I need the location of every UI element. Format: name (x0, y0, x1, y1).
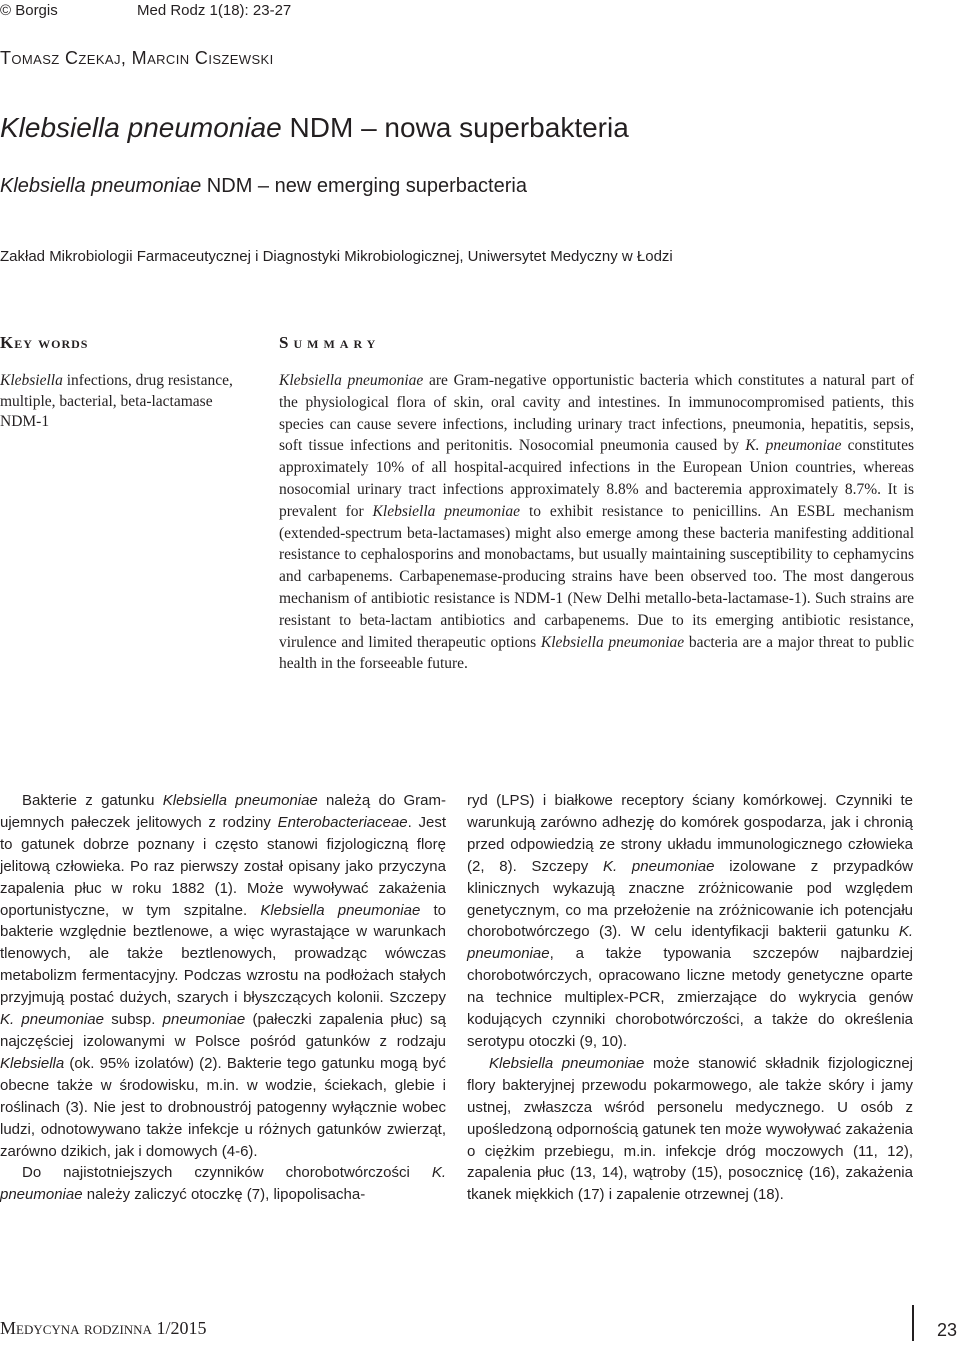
summary-s5: Klebsiella pneumoniae (372, 502, 521, 520)
summary-s6: to exhibit resistance to penicillins. An ESBL mechanism (extended-spectrum beta-lactamases) might also emerge among these bacteria manifesting additional resistance to cephalosporins and monobactams, but usually maintaining susceptibility to cephamycins and carbapenems. Carbapenemase-producing strains have been observed too. The most dangerous mechanism of antibiotic resistance is NDM-1 (New Delhi metallo-beta-lactamase-1). Such strains are resistant to beta-lactam antibiotics and carbapenems. Due to its emerging antibiotic resistance, virulence and limited therapeutic options (279, 502, 914, 651)
text-run: może stanowić składnik fizjologicznej flory bakteryjnej przewodu pokarmowego, ale także skóry i jamy ustnej, zwłaszcza wśród personelu medycznego. U osób z upośledzoną odpornością gatunek ten może wywoływać zakażenia o ciężkim przebiegu, m.in. infekcje dróg moczowych (11, 12), zapalenia płuc (13, 14), wątroby (15), posocznicę (16), zakażenia tkanek miękkich (17) i zapalenie otrzewnej (18). (467, 1054, 913, 1204)
title-en-species: Klebsiella pneumoniae (0, 175, 202, 197)
body-paragraph (467, 790, 913, 1053)
article-title-polish (0, 112, 629, 144)
italic-run: K. pneumoniae (0, 1164, 446, 1204)
text-run: izolowane z przypadków klinicznych wykazują znaczne zróżnicowanie pod względem genetycznym, co ma przełożenie na zróżnicowanie ich potencjału chorobotwórczego (3). W celu identyfikacji bakterii gatunku (467, 857, 914, 941)
italic-run: K. pneumoniae (0, 1011, 104, 1029)
body-column-right (467, 790, 913, 1206)
author-affiliation: Zakład Mikrobiologii Farmaceutycznej i Diagnostyki Mikrobiologicznej, Uniwersytet Medyczny w Łodzi (0, 248, 673, 265)
keywords-rest: infections, drug resistance, multiple, bacterial, beta-lactamase NDM-1 (0, 372, 233, 430)
footer-journal-name: Medycyna rodzinna 1/2015 (0, 1318, 207, 1338)
keywords-text (0, 371, 248, 433)
summary-s1: Klebsiella pneumoniae (279, 372, 424, 389)
summary-text (279, 370, 914, 675)
body-paragraph (0, 790, 446, 1162)
body-paragraph (0, 1162, 446, 1206)
summary-s3: K. pneumoniae (745, 437, 842, 455)
text-run: (pałeczki zapalenia płuc) są najczęściej izolowanymi w Polsce pośród gatunków z rodzaju (0, 1011, 446, 1050)
keywords-species: Klebsiella (0, 372, 63, 389)
footer-divider (912, 1305, 914, 1341)
journal-reference: Med Rodz 1(18): 23-27 (137, 2, 292, 19)
text-run: ryd (LPS) i białkowe receptory ściany komórkowej. Czynniki te warunkują zarówno adhezję do komórek gospodarza, jak i chronią przed odpowiedzią ze strony układu immunologicznego człowieka (2, 8). Szczepy (467, 792, 913, 875)
article-authors: Tomasz Czekaj, Marcin Ciszewski (0, 48, 274, 68)
text-run: subsp. (103, 1011, 163, 1029)
body-column-left (0, 790, 446, 1206)
title-pl-species: Klebsiella pneumoniae (0, 112, 282, 143)
summary-heading: Summary (279, 333, 381, 352)
italic-run: Klebsiella pneumoniae (489, 1054, 645, 1072)
italic-run: Klebsiella pneumoniae (162, 792, 318, 809)
italic-run: Klebsiella pneumoniae (260, 901, 421, 919)
text-run: . Jest to gatunek dobrze poznany i często stanowi fizjologiczną florę jelitową człowieka. Po raz pierwszy został opisany jako przyczyna zapalenia płuc w roku 1882 (1). Może wywoływać zakażenia oportunistyczne, w tym szpitalne. (0, 813, 446, 919)
keywords-heading: Key words (0, 333, 89, 352)
page-number: 23 (937, 1320, 958, 1340)
italic-run: Enterobacteriaceae (277, 813, 408, 831)
italic-run: Klebsiella (0, 1054, 65, 1072)
text-run: Bakterie z gatunku (22, 792, 163, 809)
italic-run: K. pneumoniae (602, 857, 715, 875)
italic-run: K. pneumoniae (467, 923, 913, 963)
body-paragraph (467, 1053, 913, 1206)
text-run: (ok. 95% izolatów) (2). Bakterie tego gatunku mogą być obecne także w środowisku, m.in. w wodzie, ściekach, glebie i roślinach (3). Nie jest to drobnoustrój patogenny wyłącznie wobec ludzi, odnotowywano także infekcje u różnych gatunków zwierząt, zarówno dzikich, jak i domowych (4-6). (0, 1054, 446, 1160)
summary-s7: Klebsiella pneumoniae (540, 633, 685, 651)
text-run: , a także typowania szczepów najbardziej chorobotwórczych, opracowano liczne metody genetyczne oparte na technice multiplex-PCR, zmierzające do wykrycia genów kodujących czynniki chorobotwórczości, a także do określenia serotypu otoczki (9, 10). (467, 945, 913, 1050)
italic-run: pneumoniae (162, 1011, 246, 1029)
text-run: to bakterie względnie beztlenowe, a więc wyrastające w warunkach tlenowych, ale także beztlenowych, prowadząc wówczas metabolizm fermentacyjny. Podczas wzrostu na podłożach stałych przyjmują postać dużych, szarych i błyszczących kolonii. Szczepy (0, 901, 447, 1007)
copyright-notice: © Borgis (0, 2, 58, 19)
summary-s4: constitutes approximately 10% of all hospital-acquired infections in the European Union countries, whereas nosocomial urinary tract infections approximately 8.8% and bacteremia approximately 8.7%. It is prevalent for (279, 437, 914, 520)
summary-s2: are Gram-negative opportunistic bacteria which constitutes a natural part of the physiological flora of skin, oral cavity and intestines. In immunocompromised patients, this species can cause severe infections, including urinary tract infections, pneumonia, hepatitis, sepsis, soft tissue infections and peritonitis. Nosocomial pneumonia caused by (279, 372, 914, 455)
article-title-english (0, 175, 527, 198)
text-run: Do najistotniejszych czynników chorobotwórczości (22, 1164, 432, 1182)
text-run: należy zaliczyć otoczkę (7), lipopolisacha- (82, 1186, 366, 1204)
title-en-rest: NDM – new emerging superbacteria (201, 175, 527, 197)
text-run: należą do Gram-ujemnych pałeczek jelitowych z rodziny (0, 792, 446, 831)
title-pl-rest: NDM – nowa superbakteria (281, 112, 629, 143)
summary-s8: bacteria are a major threat to public health in the forseeable future. (279, 633, 914, 673)
